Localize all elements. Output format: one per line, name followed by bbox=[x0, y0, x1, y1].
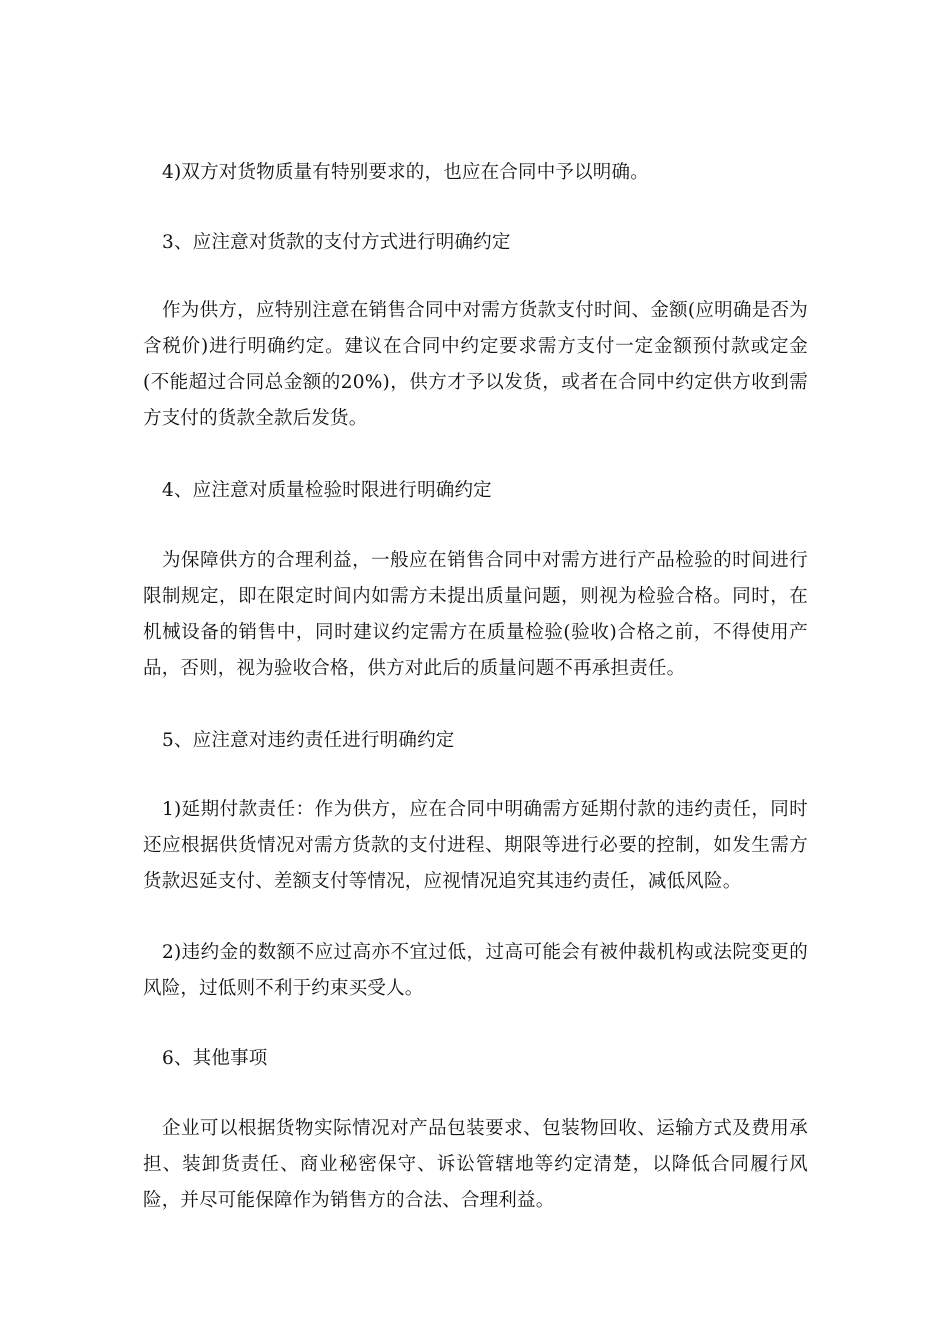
paragraph-payment: 作为供方，应特别注意在销售合同中对需方货款支付时间、金额(应明确是否为含税价)进行明确约定。建议在合同中约定要求需方支付一定金额预付款或定金(不能超过合同总金额的20%)，供方才予以发货，或者在合同中约定供方收到需方支付的货款全款后发货。 bbox=[143, 300, 808, 429]
section-heading-liability: 5、应注意对违约责任进行明确约定 bbox=[162, 730, 455, 751]
paragraph-late-payment: 1)延期付款责任：作为供方，应在合同中明确需方延期付款的违约责任，同时还应根据供货情况对需方货款的支付进程、期限等进行必要的控制，如发生需方货款迟延支付、差额支付等情况，应视情况追究其违约责任，减低风险。 bbox=[143, 799, 808, 892]
paragraph-penalty: 2)违约金的数额不应过高亦不宜过低，过高可能会有被仲裁机构或法院变更的风险，过低则不利于约束买受人。 bbox=[143, 942, 808, 999]
section-heading-inspection: 4、应注意对质量检验时限进行明确约定 bbox=[162, 480, 492, 501]
paragraph-inspection: 为保障供方的合理利益，一般应在销售合同中对需方进行产品检验的时间进行限制规定，即在限定时间内如需方未提出质量问题，则视为检验合格。同时，在机械设备的销售中，同时建议约定需方在质量检验(验收)合格之前，不得使用产品，否则，视为验收合格，供方对此后的质量问题不再承担责任。 bbox=[143, 550, 808, 679]
paragraph-other-matters: 企业可以根据货物实际情况对产品包装要求、包装物回收、运输方式及费用承担、装卸货责任、商业秘密保守、诉讼管辖地等约定清楚，以降低合同履行风险，并尽可能保障作为销售方的合法、合理利益。 bbox=[143, 1118, 808, 1211]
paragraph-quality-requirement: 4)双方对货物质量有特别要求的，也应在合同中予以明确。 bbox=[162, 162, 649, 183]
section-heading-other: 6、其他事项 bbox=[162, 1048, 268, 1069]
section-heading-payment: 3、应注意对货款的支付方式进行明确约定 bbox=[162, 232, 511, 253]
